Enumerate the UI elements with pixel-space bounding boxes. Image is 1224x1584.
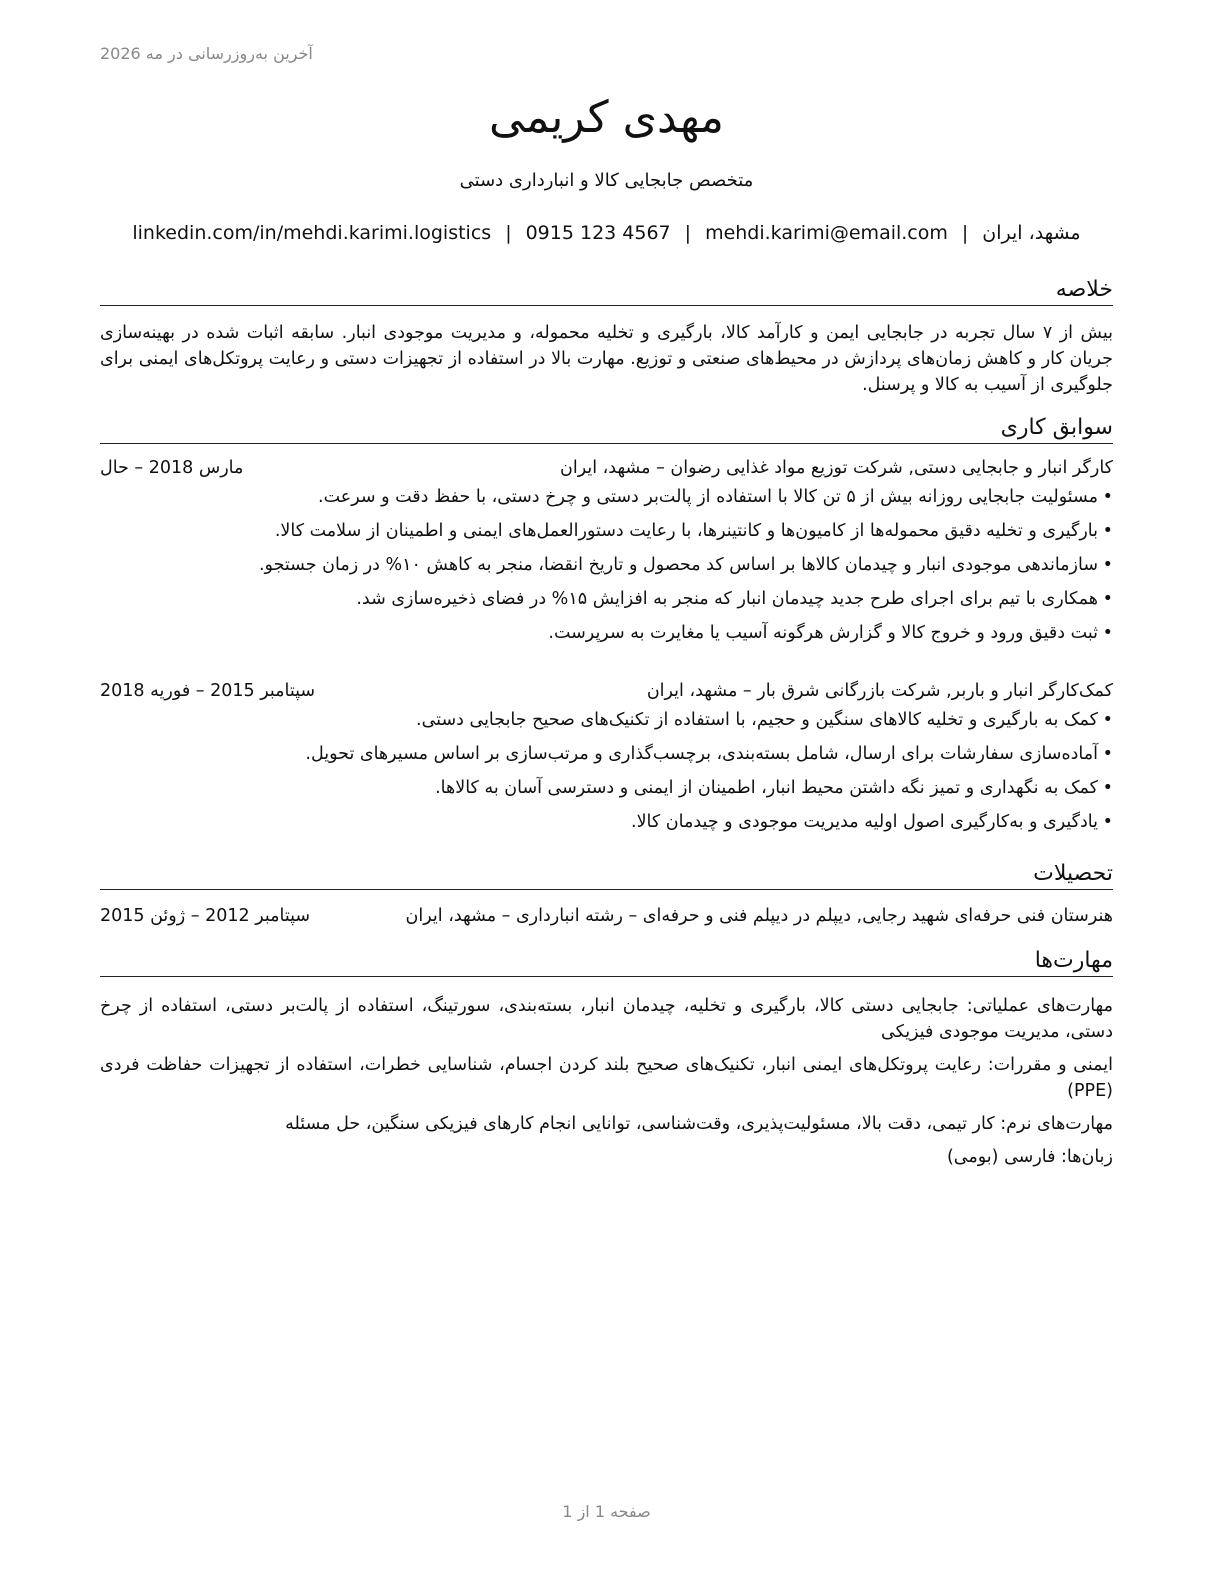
skill-line: ایمنی و مقررات: رعایت پروتکل‌های ایمنی انبار، تکنیک‌های صحیح بلند کردن اجسام، شناسایی خطرات، استفاده از تجهیزات حفاظت فردی (PPE) [100,1055,1113,1101]
skill-line: مهارت‌های نرم: کار تیمی، دقت بالا، مسئولیت‌پذیری، وقت‌شناسی، توانایی انجام کارهای فیزیکی سنگین، حل مسئله [285,1114,1113,1134]
contact-separator: | [961,222,969,244]
summary-text: بیش از ۷ سال تجربه در جابجایی ایمن و کارآمد کالا، بارگیری و تخلیه محموله، و مدیریت موجودی انبار. سابقه اثبات شده در بهینه‌سازی جریان کار و کاهش زمان‌های پردازش در محیط‌های صنعتی و توزیع. مهارت بالا در استفاده از تجهیزات دستی و رعایت پروتکل‌های ایمنی برای جلوگیری از آسیب به کالا و پرسنل. [100,323,1113,395]
job-role: کارگر انبار و جابجایی دستی, شرکت توزیع مواد غذایی رضوان – مشهد، ایران [559,458,1113,478]
summary-heading: خلاصه [100,276,1113,306]
job-header [100,458,1113,486]
job-bullet: • ثبت دقیق ورود و خروج کالا و گزارش هرگونه آسیب یا مغایرت به سرپرست. [100,622,1113,644]
job-dates: سپتامبر 2015 – فوریه 2018 [100,681,316,701]
last-updated-note: آخرین به‌روزرسانی در مه 2026 [100,44,313,63]
experience-heading: سوابق کاری [100,414,1113,444]
job-role: کمک‌کارگر انبار و باربر, شرکت بازرگانی شرق بار – مشهد، ایران [646,681,1113,701]
education-heading: تحصیلات [100,860,1113,890]
job-bullet: • سازماندهی موجودی انبار و چیدمان کالاها بر اساس کد محصول و تاریخ انقضا، منجر به کاهش ۱۰% در زمان جستجو. [100,554,1113,576]
education-dates: سپتامبر 2012 – ژوئن 2015 [100,906,311,926]
contact-linkedin[interactable]: linkedin.com/in/mehdi.karimi.logistics [132,222,492,244]
contact-email[interactable]: mehdi.karimi@email.com [705,222,948,244]
contact-phone[interactable]: 0915 123 4567 [525,222,671,244]
skill-line: زبان‌ها: فارسی (بومی) [946,1147,1113,1167]
education-entry [100,906,1113,934]
education-school: هنرستان فنی حرفه‌ای شهید رجایی, دیپلم در دیپلم فنی و حرفه‌ای – رشته انبارداری – مشهد، ایران [405,906,1113,926]
job-bullet: • مسئولیت جابجایی روزانه بیش از ۵ تن کالا با استفاده از پالت‌بر دستی و چرخ دستی، با حفظ دقت و سرعت. [100,486,1113,508]
job-header [100,681,1113,709]
job-bullet: • کمک به نگهداری و تمیز نگه داشتن محیط انبار، اطمینان از ایمنی و دسترسی آسان به کالاها. [100,777,1113,799]
skill-line: مهارت‌های عملیاتی: جابجایی دستی کالا، بارگیری و تخلیه، چیدمان انبار، بسته‌بندی، سورتینگ، استفاده از پالت‌بر دستی، استفاده از چرخ دستی، مدیریت موجودی فیزیکی [100,996,1113,1042]
job-bullets [100,486,1113,644]
job-bullet: • یادگیری و به‌کارگیری اصول اولیه مدیریت موجودی و چیدمان کالا. [100,811,1113,833]
contact-location: مشهد، ایران [982,222,1081,244]
job-bullet: • کمک به بارگیری و تخلیه کالاهای سنگین و حجیم، با استفاده از تکنیک‌های صحیح جابجایی دستی. [100,709,1113,731]
job-bullet: • بارگیری و تخلیه دقیق محموله‌ها از کامیون‌ها و کانتینرها، با رعایت دستورالعمل‌های ایمنی و اطمینان از سلامت کالا. [100,520,1113,542]
job-entry [100,458,1113,656]
job-bullets [100,709,1113,833]
page-number: صفحه 1 از 1 [562,1502,651,1521]
candidate-name: مهدی کریمی [489,92,724,143]
contact-line [100,222,1113,244]
resume-page [100,0,1113,1584]
job-bullet: • آماده‌سازی سفارشات برای ارسال، شامل بسته‌بندی، برچسب‌گذاری و مرتب‌سازی بر اساس مسیرهای تحویل. [100,743,1113,765]
job-bullet: • همکاری با تیم برای اجرای طرح جدید چیدمان انبار که منجر به افزایش ۱۵% در فضای ذخیره‌سازی شد. [100,588,1113,610]
job-entry [100,681,1113,845]
job-dates: مارس 2018 – حال [100,458,244,478]
contact-separator: | [684,222,692,244]
skills-list [100,993,1113,1177]
contact-separator: | [505,222,512,244]
candidate-title: متخصص جابجایی کالا و انبارداری دستی [459,170,754,191]
skills-heading: مهارت‌ها [100,947,1113,977]
